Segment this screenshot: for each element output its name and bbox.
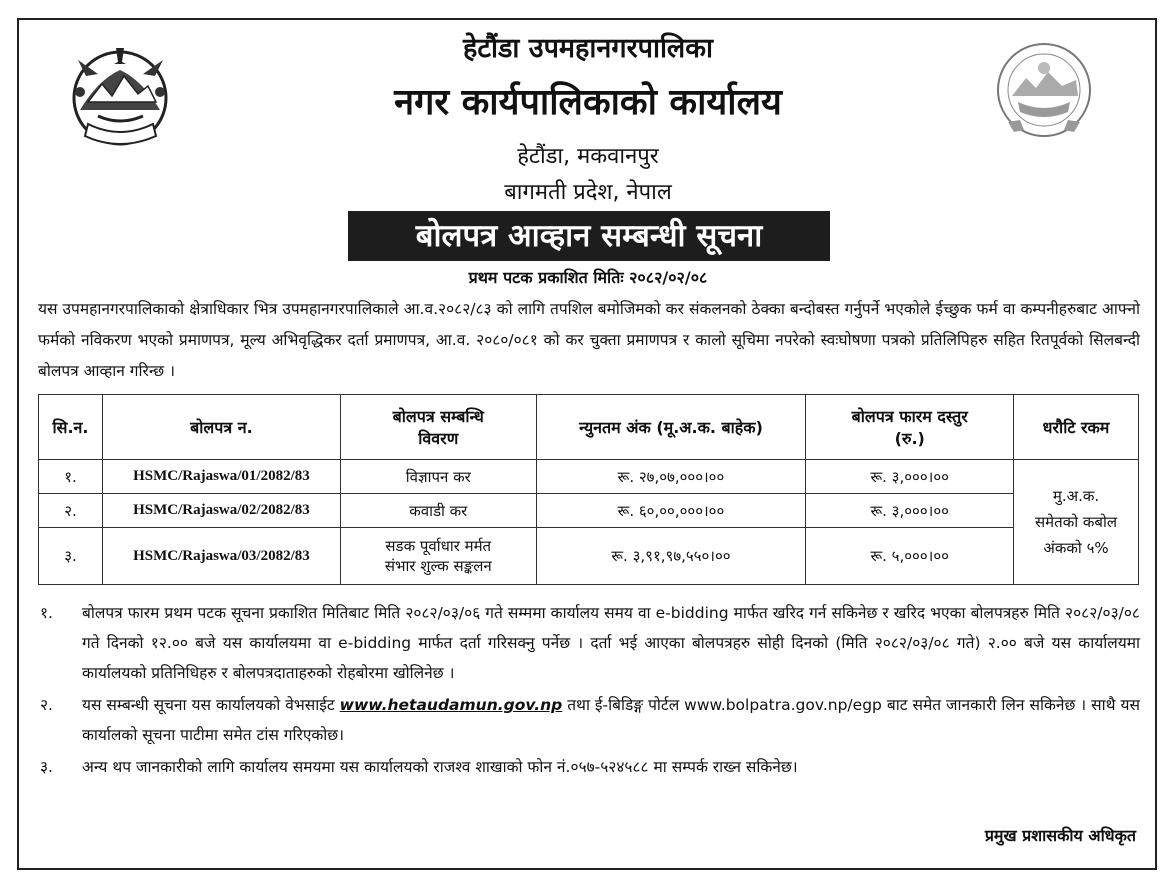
header-min-amount: न्युनतम अंक (मू.अ.क. बाहेक) [536,395,806,460]
row-description: कवाडी कर [340,494,536,528]
signatory-title: प्रमुख प्रशासकीय अधिकृत [984,826,1136,845]
row-fee: रू. ३,०००।०० [806,494,1014,528]
deposit-line2: समेतको कबोल [1035,513,1118,531]
row-description-line1: सडक पूर्वाधार मर्मत [385,537,492,555]
row-min-amount: रू. २७,०७,०००।०० [536,460,806,494]
row-description-line2: संभार शुल्क सङ्कलन [384,557,492,575]
published-date: प्रथम पटक प्रकाशित मितिः २०८२/०२/०८ [468,268,708,287]
row-fee: रू. ५,०००।०० [806,528,1014,585]
website-link[interactable]: www.hetaudamun.gov.np [339,696,563,714]
note-text-b: तथा ई-बिडिङ्ग पोर्टल www.bolpatra.gov.np/egp बाट समेत जानकारी लिन सकिनेछ । साथै यस कार्यालको सूचना पाटीमा समेत टांस गरिएकोछ। [82,696,1140,744]
row-description: विज्ञापन कर [340,460,536,494]
note-item [40,598,1140,688]
note-text: अन्य थप जानकारीको लागि कार्यालय समयमा यस कार्यालयको राजश्व शाखाको फोन नं.०५७-५२४५८८ मा सम्पर्क राख्न सकिनेछ। [82,758,798,776]
header-description [340,395,536,460]
deposit-line1: मु.अ.क. [1052,487,1100,505]
header-fee-line1: बोलपत्र फारम दस्तुर [851,407,968,426]
header-description-line2: विवरण [418,429,459,448]
office-name: नगर कार्यपालिकाको कार्यालय [394,82,782,123]
note-item [40,752,1140,782]
table-row [39,460,1139,494]
header-fee [806,395,1014,460]
row-bid-no: HSMC/Rajaswa/03/2082/83 [102,528,340,585]
note-item [40,690,1140,750]
deposit-line3: अंकको ५% [1043,539,1109,557]
header-deposit: धरौटि रकम [1014,395,1139,460]
row-sn: २. [39,494,103,528]
header-bid-no: बोलपत्र न. [102,395,340,460]
row-bid-no: HSMC/Rajaswa/01/2082/83 [102,460,340,494]
row-min-amount: रू. ६०,००,०००।०० [536,494,806,528]
office-location: हेटौंडा, मकवानपुर [517,144,659,169]
row-bid-no: HSMC/Rajaswa/02/2082/83 [102,494,340,528]
municipality-name: हेटौंडा उपमहानगरपालिका [463,33,713,64]
notice-title: बोलपत्र आव्हान सम्बन्धी सूचना [348,211,830,261]
table-header-row [39,395,1139,460]
notes-list [40,598,1140,784]
note-text: बोलपत्र फारम प्रथम पटक सूचना प्रकाशित मितिबाट मिति २०८२/०३/०६ गते सम्ममा कार्यालय समय वा e-bidding मार्फत खरिद गर्न सकिनेछ र खरिद भएका बोलपत्रहरु मिति २०८२/०३/०८ गते दिनको १२.०० बजे यस कार्यालयमा वा e-bidding मार्फत दर्ता गरिसक्नु पर्नेछ । दर्ता भई आएका बोलपत्रहरु सोही दिनको (मिति २०८२/०३/०८ गते) २.०० बजे यस कार्यालयमा कार्यालयको प्रतिनिधिहरु र बोलपत्रदाताहरुको रोहबोरमा खोलिनेछ । [82,604,1140,682]
row-deposit [1014,460,1139,585]
header-sn: सि.न. [39,395,103,460]
row-sn: १. [39,460,103,494]
header-fee-line2: (रु.) [894,429,925,448]
table-row [39,528,1139,585]
note-text-a: यस सम्बन्धी सूचना यस कार्यालयको वेभसाईट [82,696,335,714]
row-sn: ३. [39,528,103,585]
note-number: ३. [40,758,53,776]
note-number: २. [40,696,53,714]
table-row [39,494,1139,528]
tender-table [38,394,1139,585]
intro-paragraph: यस उपमहानगरपालिकाको क्षेत्राधिकार भित्र उपमहानगरपालिकाले आ.व.२०८२/८३ को लागि तपशिल बमोजिमको कर संकलनको ठेक्का बन्दोबस्त गर्नुपर्ने भएकोले ईच्छुक फर्म वा कम्पनीहरुबाट आफ्नो फर्मको नविकरण भएको प्रमाणपत्र, मूल्य अभिवृद्धिकर दर्ता प्रमाणपत्र, आ.व. २०८०/०८१ को कर चुक्ता प्रमाणपत्र र कालो सूचिमा नपरेको स्वःघोषणा पत्रको प्रतिलिपिहरु सहित रितपूर्वको सिलबन्दी बोलपत्र आव्हान गरिन्छ । [38,300,1140,380]
row-min-amount: रू. ३,९१,९७,५५०।०० [536,528,806,585]
row-description [340,528,536,585]
header-description-line1: बोलपत्र सम्बन्धि [392,407,484,426]
province-country: बागमती प्रदेश, नेपाल [504,180,672,205]
note-number: १. [40,604,53,622]
row-fee: रू. ३,०००।०० [806,460,1014,494]
